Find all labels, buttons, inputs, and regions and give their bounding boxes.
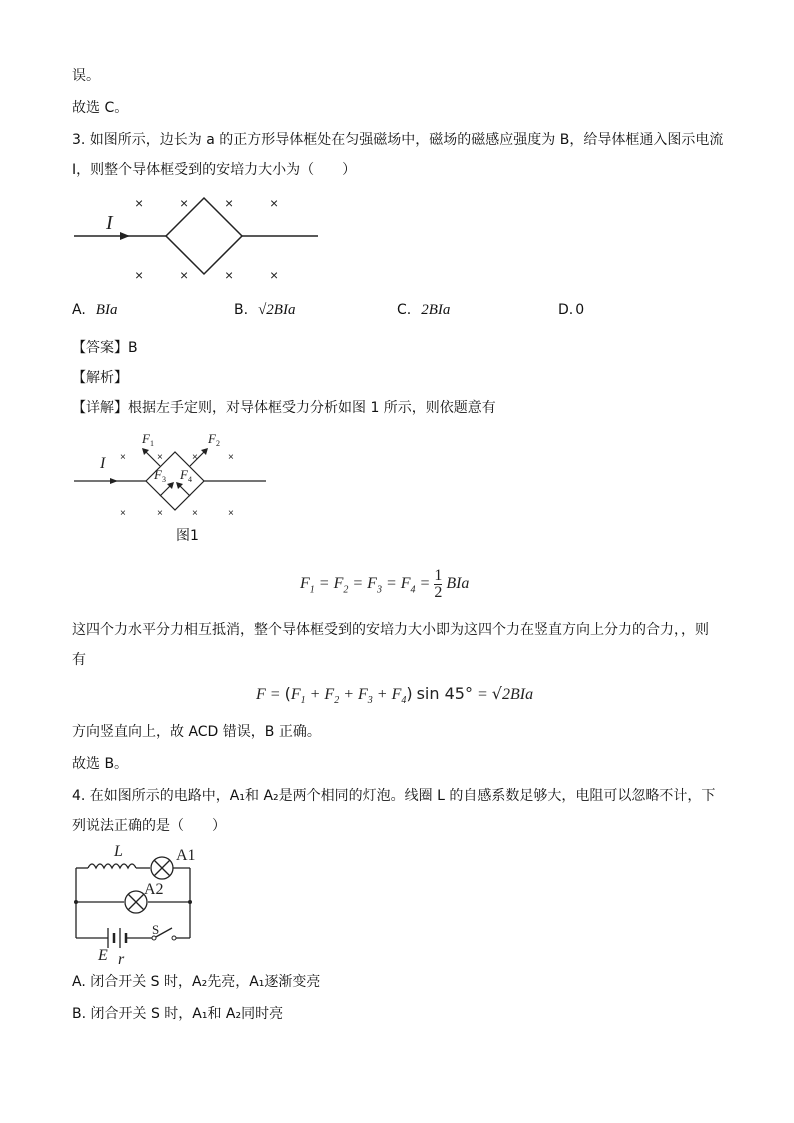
svg-text:×: ×: [157, 452, 163, 463]
current-arrow: [120, 232, 130, 240]
field-mark: ×: [180, 195, 189, 211]
svg-text:L: L: [114, 843, 123, 860]
svg-text:×: ×: [192, 452, 198, 463]
explanation-line1: 这四个力水平分力相互抵消，整个导体框受到的安培力大小即为这四个力在竖直方向上分力的合力，，则: [72, 622, 709, 638]
prev-text-tail: 误。: [72, 68, 100, 84]
analysis-label: 【解析】: [72, 370, 128, 386]
svg-text:×: ×: [228, 452, 234, 463]
svg-text:r: r: [118, 951, 125, 968]
equation-1: $F_1 = F_2 = F_3 = F_4$ = $\frac{1}{2}$ BIa: [300, 567, 470, 601]
svg-text:×: ×: [120, 452, 126, 463]
svg-text:S: S: [152, 922, 160, 937]
equation-2: $F = (F_1 + F_2 + F_3 + F_4)$ sin 45° = √2BIa: [256, 684, 534, 707]
q3-stem-line1: 3. 如图所示，边长为 a 的正方形导体框处在匀强磁场中，磁场的磁感应强度为 B，给导体框通入图示电流: [72, 132, 724, 148]
svg-text:A1: A1: [176, 847, 196, 864]
svg-text:×: ×: [192, 508, 198, 519]
field-mark: ×: [270, 195, 279, 211]
direction-text: 方向竖直向上，故 ACD 错误，B 正确。: [72, 724, 321, 740]
svg-text:F4: $F_4$: [180, 467, 192, 484]
option-value: BIa: [95, 302, 118, 318]
field-mark: ×: [180, 267, 189, 283]
svg-text:I: I: [100, 455, 106, 472]
svg-text:F2: $F_2$: [208, 431, 220, 448]
detail-text: 【详解】根据左手定则，对导体框受力分析如图 1 所示，则依题意有: [72, 400, 496, 416]
q3-choose: 故选 B。: [72, 756, 129, 772]
svg-text:×: ×: [120, 508, 126, 519]
option-value: 2BIa: [421, 302, 451, 318]
svg-text:×: ×: [157, 508, 163, 519]
explanation-line2: 有: [72, 652, 86, 668]
option-a[interactable]: [72, 300, 117, 320]
q4-stem-line1: 4. 在如图所示的电路中，A₁和 A₂是两个相同的灯泡。线圈 L 的自感系数足够大，电阻可以忽略不计，下: [72, 788, 716, 804]
option-b[interactable]: [234, 300, 295, 320]
prev-choose: 故选 C。: [72, 100, 129, 116]
field-mark: ×: [135, 195, 144, 211]
svg-text:A2: A2: [144, 881, 164, 898]
svg-text:E: E: [98, 947, 108, 964]
field-mark: ×: [270, 267, 279, 283]
option-value: 0: [575, 302, 585, 318]
figure-1-caption: 图1: [176, 528, 199, 544]
option-letter: B.: [234, 302, 249, 318]
q4-option-a[interactable]: A. 闭合开关 S 时，A₂先亮，A₁逐渐变亮: [72, 974, 321, 990]
field-mark: ×: [225, 267, 234, 283]
option-letter: D.: [558, 302, 574, 318]
current-label: I: [106, 212, 113, 234]
q4-circuit: [68, 838, 208, 966]
field-mark: ×: [135, 267, 144, 283]
option-d[interactable]: [558, 300, 584, 320]
option-letter: C.: [397, 302, 412, 318]
option-letter: A.: [72, 302, 86, 318]
q3-stem-line2: I，则整个导体框受到的安培力大小为（ ）: [72, 162, 357, 178]
answer-label: 【答案】B: [72, 340, 138, 356]
option-value: √2BIa: [258, 302, 296, 318]
svg-text:F1: $F_1$: [142, 431, 154, 448]
q3-figure: [72, 194, 332, 284]
field-mark: ×: [225, 195, 234, 211]
svg-text:×: ×: [228, 508, 234, 519]
q4-option-b[interactable]: B. 闭合开关 S 时，A₁和 A₂同时亮: [72, 1006, 284, 1022]
q4-stem-line2: 列说法正确的是（ ）: [72, 818, 226, 834]
svg-text:F3: $F_3$: [154, 467, 166, 484]
option-c[interactable]: [397, 300, 450, 320]
figure-1: [72, 428, 282, 538]
